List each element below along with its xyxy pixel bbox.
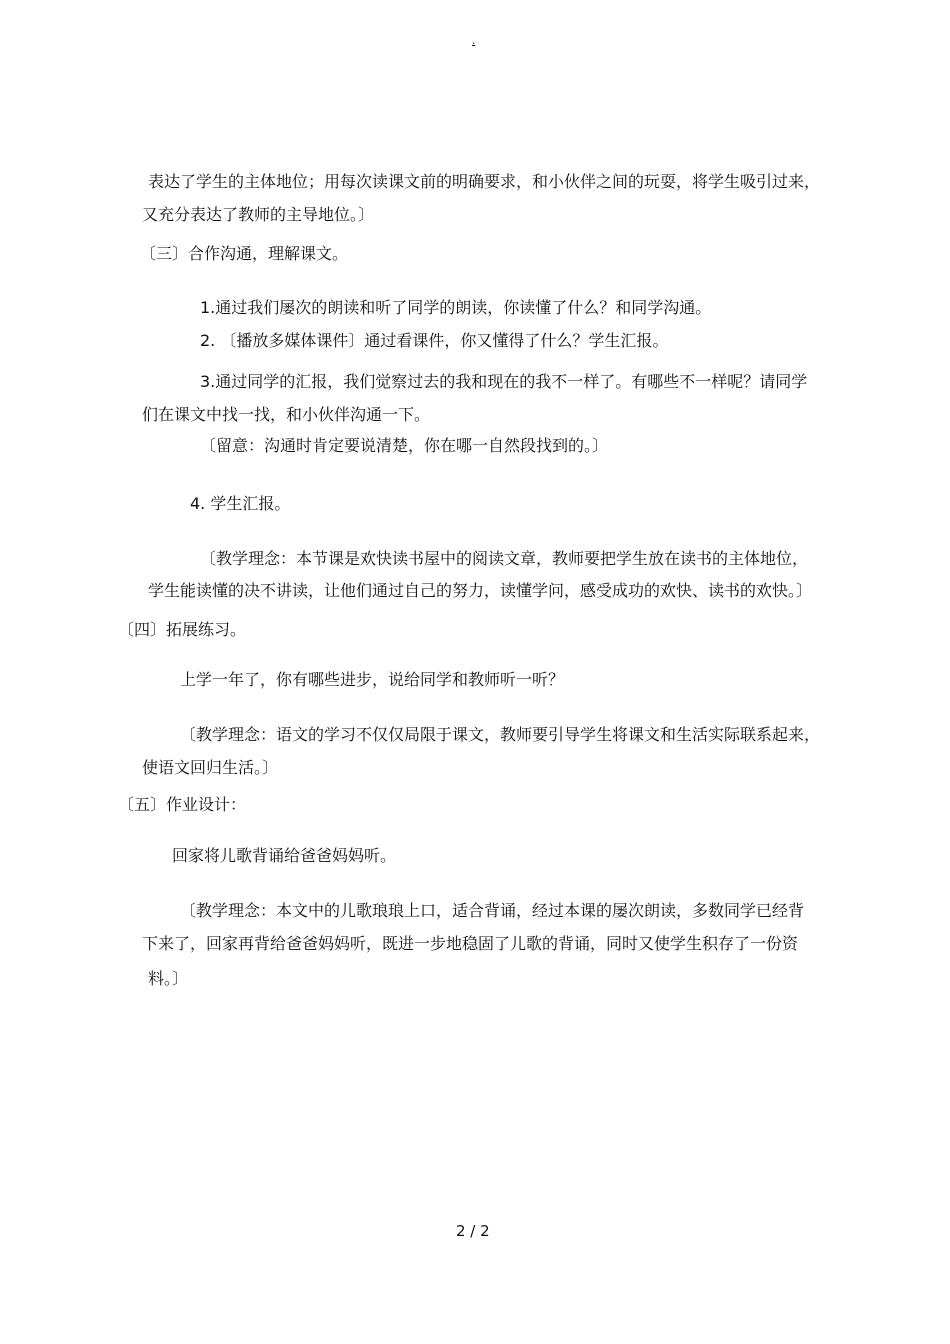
body-text-line: 1.通过我们屡次的朗读和听了同学的朗读，你读懂了什么？和同学沟通。 (200, 298, 712, 317)
body-text-line: 料。〕 (148, 969, 189, 988)
section-heading-cooperation: 〔三〕合作沟通，理解课文。 (140, 244, 349, 263)
page-number: 2 / 2 (456, 1222, 490, 1240)
body-text-line: 们在课文中找一找，和小伙伴沟通一下。 (142, 405, 431, 424)
body-text-line: 3.通过同学的汇报，我们觉察过去的我和现在的我不一样了。有哪些不一样呢？请同学 (200, 372, 808, 391)
body-text-line: 下来了，回家再背给爸爸妈妈听，既进一步地稳固了儿歌的背诵，同时又使学生积存了一份资 (142, 934, 799, 953)
section-heading-homework: 〔五〕作业设计： (118, 795, 247, 814)
body-text-line: 又充分表达了教师的主导地位。〕 (142, 205, 375, 224)
body-text-line: 〔教学理念：本文中的儿歌琅琅上口，适合背诵，经过本课的屡次朗读，多数同学已经背 (180, 901, 805, 920)
body-text-line: 4. 学生汇报。 (190, 494, 291, 513)
body-text-line: 学生能读懂的决不讲读，让他们通过自己的努力，读懂学问，感受成功的欢快、读书的欢快。〕 (148, 581, 813, 600)
body-text-line: 〔教学理念：本节课是欢快读书屋中的阅读文章，教师要把学生放在读书的主体地位， (200, 549, 809, 568)
section-heading-extension: 〔四〕拓展练习。 (118, 620, 247, 639)
header-mark: . (472, 36, 476, 47)
body-text-line: 使语文回归生活。〕 (142, 758, 279, 777)
body-text-line: 〔留意：沟通时肯定要说清楚，你在哪一自然段找到的。〕 (200, 436, 609, 455)
body-text-line: 2. 〔播放多媒体课件〕通过看课件，你又懂得了什么？学生汇报。 (200, 331, 669, 350)
body-text-line: 上学一年了，你有哪些进步，说给同学和教师听一听？ (180, 670, 565, 689)
body-text-line: 回家将儿歌背诵给爸爸妈妈听。 (172, 846, 397, 865)
body-text-line: 〔教学理念：语文的学习不仅仅局限于课文，教师要引导学生将课文和生活实际联系起来， (180, 725, 821, 744)
body-text-line: 表达了学生的主体地位；用每次读课文前的明确要求，和小伙伴之间的玩耍，将学生吸引过来， (148, 172, 821, 191)
